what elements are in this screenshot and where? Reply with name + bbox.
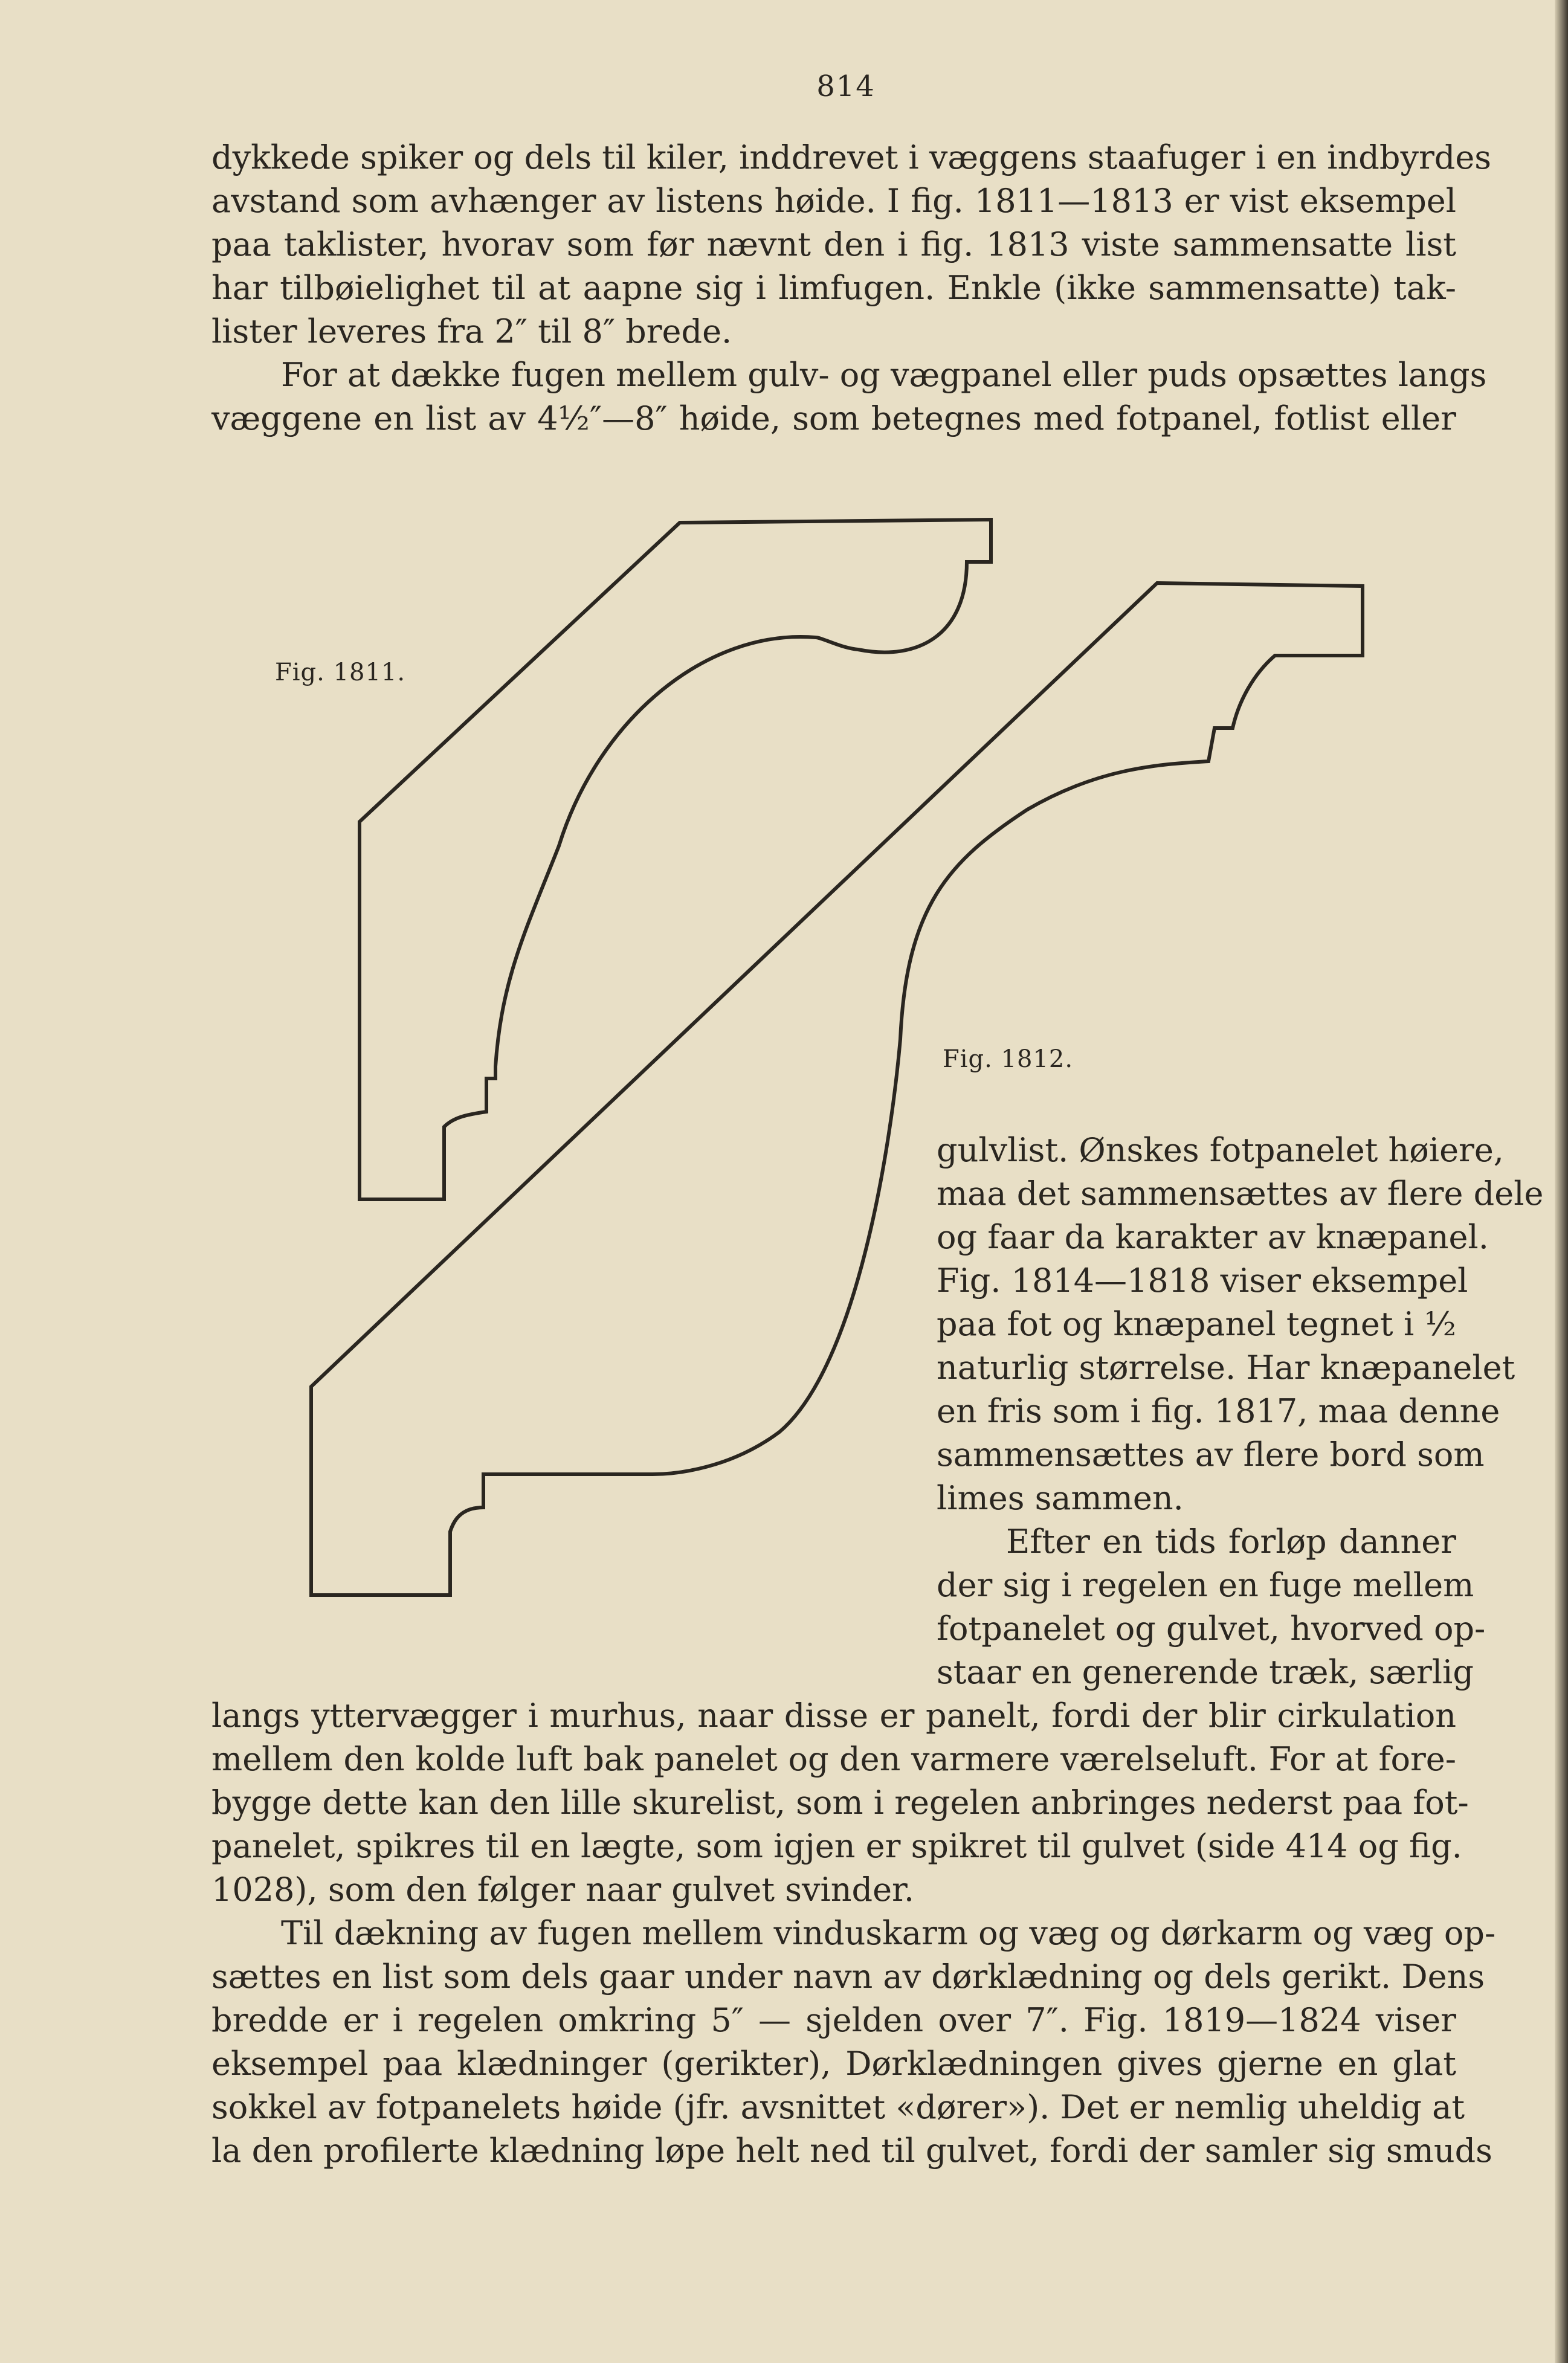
text-line: maa det sammensættes av flere dele [937, 1175, 1544, 1213]
text-line: Efter en tids forløp danner [1006, 1523, 1456, 1561]
text-line: lister leveres fra 2″ til 8″ brede. [211, 312, 732, 350]
text-line: Fig. 1814—1818 viser eksempel [937, 1262, 1468, 1300]
last-paragraph [211, 1912, 1496, 2173]
text-line: bygge dette kan den lille skurelist, som i regelen anbringes nederst paa fot- [211, 1784, 1469, 1822]
text-line: avstand som avhænger av listens høide. I fig. 1811—1813 er vist eksempel [211, 182, 1456, 220]
fig-1811-label: Fig. 1811. [275, 659, 406, 686]
text-line: sættes en list som dels gaar under navn av dørklædning og dels gerikt. Dens [211, 1958, 1485, 1996]
text-line: naturlig størrelse. Har knæpanelet [937, 1349, 1515, 1387]
text-line: panelet, spikres til en lægte, som igjen er spikret til gulvet (side 414 og fig. [211, 1827, 1462, 1865]
text-line: sammensættes av flere bord som [937, 1436, 1485, 1474]
text-line: væggene en list av 4½″—8″ høide, som betegnes med fotpanel, fotlist eller [211, 399, 1456, 437]
side-paragraph [937, 1129, 1544, 1520]
text-line: staar en generende træk, særlig [937, 1653, 1474, 1691]
top-paragraph [211, 136, 1491, 353]
text-line: 1028), som den følger naar gulvet svinder. [211, 1871, 915, 1909]
fig-1812-label: Fig. 1812. [943, 1045, 1074, 1073]
second-paragraph [211, 353, 1487, 440]
text-line: gulvlist. Ønskes fotpanelet høiere, [937, 1131, 1504, 1169]
page-number: 814 [816, 69, 876, 103]
text-line: langs yttervægger i murhus, naar disse er panelt, fordi der blir cirkulation [211, 1697, 1456, 1735]
text-line: sokkel av fotpanelets høide (jfr. avsnittet «dører»). Det er nemlig uheldig at [211, 2088, 1465, 2126]
page-edge [1555, 0, 1568, 2363]
text-line: fotpanelet og gulvet, hvorved op- [937, 1610, 1486, 1648]
text-line: la den profilerte klædning løpe helt ned til gulvet, fordi der samler sig smuds [211, 2132, 1492, 2170]
text-line: dykkede spiker og dels til kiler, inddrevet i væggens staafuger i en indbyrdes [211, 138, 1491, 176]
text-line: paa fot og knæpanel tegnet i ½ [937, 1305, 1456, 1343]
text-line: For at dække fugen mellem gulv- og vægpanel eller puds opsættes langs [281, 356, 1487, 394]
text-line: Til dækning av fugen mellem vinduskarm og væg og dørkarm og væg op- [281, 1914, 1496, 1952]
text-line: en fris som i fig. 1817, maa denne [937, 1392, 1500, 1430]
text-line: har tilbøielighet til at aapne sig i limfugen. Enkle (ikke sammensatte) tak- [211, 269, 1456, 307]
text-line: der sig i regelen en fuge mellem [937, 1566, 1474, 1604]
text-line: og faar da karakter av knæpanel. [937, 1218, 1489, 1256]
text-line: limes sammen. [937, 1479, 1184, 1517]
bottom-paragraph [211, 1694, 1469, 1912]
text-line: eksempel paa klædninger (gerikter), Dørklædningen gives gjerne en glat [211, 2045, 1456, 2083]
text-line: mellem den kolde luft bak panelet og den varmere værelseluft. For at fore- [211, 1740, 1456, 1778]
text-line: paa taklister, hvorav som før nævnt den i fig. 1813 viste sammensatte list [211, 225, 1456, 263]
side-paragraph-2 [937, 1520, 1486, 1694]
text-line: bredde er i regelen omkring 5″ — sjelden over 7″. Fig. 1819—1824 viser [211, 2001, 1456, 2039]
